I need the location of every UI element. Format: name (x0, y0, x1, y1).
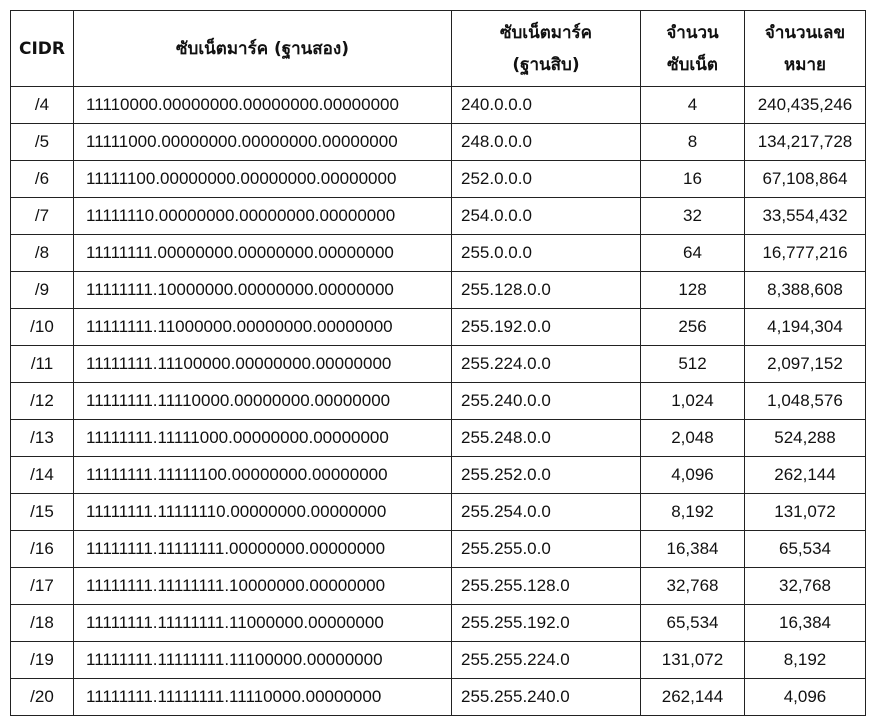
cell-host-count: 8,192 (745, 642, 866, 679)
cell-binary-mask: 11111111.11111111.11110000.00000000 (74, 679, 452, 716)
cell-subnet-count: 262,144 (641, 679, 745, 716)
cell-binary-mask: 11111111.11111110.00000000.00000000 (74, 494, 452, 531)
cell-binary-mask: 11111111.11111111.11100000.00000000 (74, 642, 452, 679)
cell-binary-mask: 11111000.00000000.00000000.00000000 (74, 124, 452, 161)
cell-binary-mask: 11111111.11111111.10000000.00000000 (74, 568, 452, 605)
cell-cidr: /4 (11, 87, 74, 124)
table-row (11, 198, 866, 235)
cell-cidr: /12 (11, 383, 74, 420)
cell-decimal-mask: 255.240.0.0 (452, 383, 641, 420)
cell-subnet-count: 512 (641, 346, 745, 383)
cell-host-count: 1,048,576 (745, 383, 866, 420)
cell-cidr: /7 (11, 198, 74, 235)
cell-cidr: /10 (11, 309, 74, 346)
cell-binary-mask: 11110000.00000000.00000000.00000000 (74, 87, 452, 124)
cell-subnet-count: 16 (641, 161, 745, 198)
table-row (11, 383, 866, 420)
cell-host-count: 65,534 (745, 531, 866, 568)
cell-binary-mask: 11111111.00000000.00000000.00000000 (74, 235, 452, 272)
cell-cidr: /17 (11, 568, 74, 605)
header-subnet-count (641, 11, 745, 87)
cell-host-count: 16,777,216 (745, 235, 866, 272)
cell-subnet-count: 8 (641, 124, 745, 161)
cell-decimal-mask: 255.255.224.0 (452, 642, 641, 679)
header-cidr: CIDR (11, 11, 74, 87)
cell-cidr: /14 (11, 457, 74, 494)
cell-subnet-count: 32,768 (641, 568, 745, 605)
table-row (11, 272, 866, 309)
subnet-table (10, 10, 866, 716)
cell-host-count: 32,768 (745, 568, 866, 605)
cell-binary-mask: 11111111.11110000.00000000.00000000 (74, 383, 452, 420)
header-count-line2: ซับเน็ต (667, 54, 718, 75)
cell-cidr: /6 (11, 161, 74, 198)
cell-decimal-mask: 248.0.0.0 (452, 124, 641, 161)
table-row (11, 420, 866, 457)
cell-subnet-count: 65,534 (641, 605, 745, 642)
table-row (11, 124, 866, 161)
cell-decimal-mask: 255.254.0.0 (452, 494, 641, 531)
cell-binary-mask: 11111111.11111000.00000000.00000000 (74, 420, 452, 457)
cell-subnet-count: 4 (641, 87, 745, 124)
header-hosts-line1: จำนวนเลข (764, 22, 846, 43)
cell-binary-mask: 11111110.00000000.00000000.00000000 (74, 198, 452, 235)
cell-host-count: 524,288 (745, 420, 866, 457)
cell-cidr: /11 (11, 346, 74, 383)
cell-host-count: 67,108,864 (745, 161, 866, 198)
cell-host-count: 16,384 (745, 605, 866, 642)
table-row (11, 346, 866, 383)
table-header (11, 11, 866, 87)
cell-host-count: 262,144 (745, 457, 866, 494)
cell-subnet-count: 128 (641, 272, 745, 309)
cell-host-count: 134,217,728 (745, 124, 866, 161)
cell-binary-mask: 11111111.10000000.00000000.00000000 (74, 272, 452, 309)
table-row (11, 309, 866, 346)
table-row (11, 531, 866, 568)
cell-host-count: 240,435,246 (745, 87, 866, 124)
cell-decimal-mask: 255.252.0.0 (452, 457, 641, 494)
cell-binary-mask: 11111111.11100000.00000000.00000000 (74, 346, 452, 383)
cell-host-count: 33,554,432 (745, 198, 866, 235)
cell-cidr: /5 (11, 124, 74, 161)
cell-binary-mask: 11111111.11000000.00000000.00000000 (74, 309, 452, 346)
cell-decimal-mask: 255.255.192.0 (452, 605, 641, 642)
cell-subnet-count: 1,024 (641, 383, 745, 420)
cell-cidr: /19 (11, 642, 74, 679)
cell-decimal-mask: 254.0.0.0 (452, 198, 641, 235)
cell-host-count: 8,388,608 (745, 272, 866, 309)
cell-subnet-count: 64 (641, 235, 745, 272)
header-decimal-line1: ซับเน็ตมาร์ค (499, 22, 593, 43)
header-decimal-line2: (ฐานสิบ) (512, 54, 580, 75)
table-body (11, 87, 866, 716)
cell-subnet-count: 256 (641, 309, 745, 346)
header-count-line1: จำนวน (666, 22, 719, 43)
header-decimal-mask (452, 11, 641, 87)
table-row (11, 494, 866, 531)
header-host-count (745, 11, 866, 87)
table-row (11, 605, 866, 642)
cell-decimal-mask: 255.0.0.0 (452, 235, 641, 272)
cell-host-count: 4,194,304 (745, 309, 866, 346)
table-row (11, 161, 866, 198)
cell-decimal-mask: 240.0.0.0 (452, 87, 641, 124)
header-row (11, 11, 866, 87)
cell-cidr: /18 (11, 605, 74, 642)
cell-decimal-mask: 252.0.0.0 (452, 161, 641, 198)
header-binary-mask: ซับเน็ตมาร์ค (ฐานสอง) (74, 11, 452, 87)
cell-cidr: /8 (11, 235, 74, 272)
cell-cidr: /16 (11, 531, 74, 568)
table-row (11, 568, 866, 605)
cell-subnet-count: 8,192 (641, 494, 745, 531)
table-row (11, 457, 866, 494)
table-row (11, 679, 866, 716)
cell-cidr: /20 (11, 679, 74, 716)
header-hosts-line2: หมาย (784, 54, 826, 75)
cell-binary-mask: 11111111.11111100.00000000.00000000 (74, 457, 452, 494)
cell-cidr: /15 (11, 494, 74, 531)
cell-decimal-mask: 255.255.128.0 (452, 568, 641, 605)
cell-decimal-mask: 255.128.0.0 (452, 272, 641, 309)
table-row (11, 642, 866, 679)
cell-binary-mask: 11111111.11111111.00000000.00000000 (74, 531, 452, 568)
cell-decimal-mask: 255.224.0.0 (452, 346, 641, 383)
cell-binary-mask: 11111111.11111111.11000000.00000000 (74, 605, 452, 642)
cell-subnet-count: 131,072 (641, 642, 745, 679)
cell-decimal-mask: 255.248.0.0 (452, 420, 641, 457)
cell-cidr: /9 (11, 272, 74, 309)
cell-binary-mask: 11111100.00000000.00000000.00000000 (74, 161, 452, 198)
cell-decimal-mask: 255.255.240.0 (452, 679, 641, 716)
cell-host-count: 131,072 (745, 494, 866, 531)
cell-host-count: 4,096 (745, 679, 866, 716)
cell-decimal-mask: 255.192.0.0 (452, 309, 641, 346)
table-row (11, 235, 866, 272)
cell-decimal-mask: 255.255.0.0 (452, 531, 641, 568)
cell-subnet-count: 4,096 (641, 457, 745, 494)
cell-cidr: /13 (11, 420, 74, 457)
cell-subnet-count: 16,384 (641, 531, 745, 568)
cell-subnet-count: 2,048 (641, 420, 745, 457)
cell-subnet-count: 32 (641, 198, 745, 235)
table-row (11, 87, 866, 124)
cell-host-count: 2,097,152 (745, 346, 866, 383)
